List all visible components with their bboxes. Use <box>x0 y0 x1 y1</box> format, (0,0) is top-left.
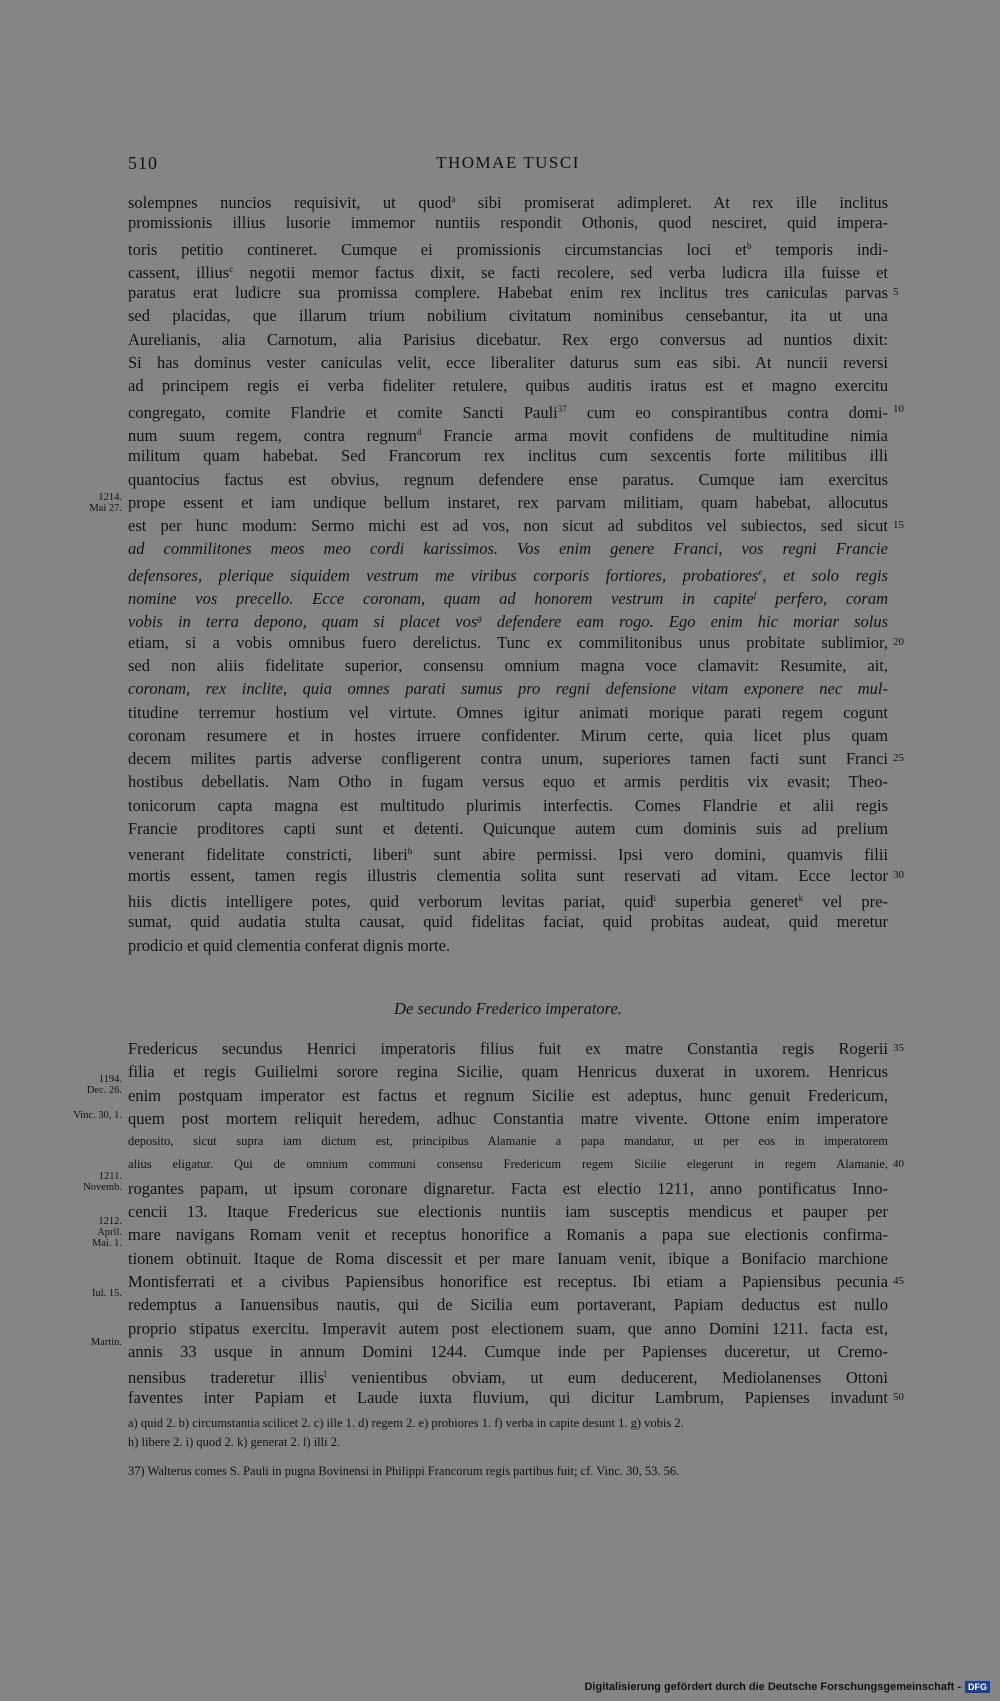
text-line: ad commilitones meos meo cordi karissimos. Vos enim genere Franci, vos regni Francie <box>128 539 888 559</box>
second-section-text <box>128 1037 904 1410</box>
section-heading: De secundo Frederico imperatore. <box>394 999 622 1018</box>
text-line: cassent, illius$^c$ negotii memor factus dixit, se facti recolere, sed verba ludicra illa fuisse et <box>128 262 889 282</box>
line-number: 10 <box>893 402 904 415</box>
text-line: sed non aliis fidelitate superior, consensu omnium magna voce clamavit: Resumite, ait, <box>128 655 888 675</box>
text-line: quantocius factus est obvius, regnum defendere ense paratus. Cumque iam exercitus <box>128 469 888 489</box>
text-line: quem post mortem reliquit heredem, adhuc Constantia matre vivente. Ottone enim imperatore <box>128 1108 888 1128</box>
text-line: mare navigans Romam venit et receptus honorifice a Romanis a papa sue electionis confirma- <box>128 1225 888 1245</box>
text-line: nensibus traderetur illis$^l$ venientibus obviam, ut eum deducerent, Mediolanenses Ottoni <box>128 1368 888 1388</box>
text-line: toris petitio contineret. Cumque ei promissionis circumstancias loci $et^b$ temporis indi- <box>128 239 889 259</box>
text-line: proprio stipatus exercitu. Imperavit autem post electionem suam, que anno Domini 1211. facta est, <box>128 1318 888 1338</box>
text-line: coronam resumere et in hostes irruere confidenter. Mirum certe, quia licet plus quam <box>128 725 888 745</box>
text-line: nomine vos precello. Ecce coronam, quam ad honorem vestrum in capite$^f$ perfero, coram <box>128 589 888 609</box>
text-line: coronam, rex inclite, quia omnes parati sumus pro regni defensione vitam exponere nec mul- <box>128 679 888 699</box>
text-line: prodicio et quid clementia conferat dignis morte. <box>128 935 451 955</box>
line-number: 35 <box>893 1042 904 1054</box>
text-line: redemptus a Ianuensibus nautis, qui de Sicilia eum portaverant, Papiam deductus est nullo <box>128 1295 888 1315</box>
margin-note-date: 1214. Mai 27. <box>89 492 122 514</box>
text-line: paratus erat ludicre sua promissa complere. Habebat enim rex inclitus tres caniculas parvas 5 <box>128 281 888 304</box>
text-line: est per hunc modum: Sermo michi est ad vos, non sicut ad subditos vel subiectos, sed sicut 15 <box>128 514 888 537</box>
digitization-credit <box>584 1681 990 1693</box>
text-line: alius eligatur. Qui de omnium communi consensu Fredericum regem Sicilie elegerunt in regem Alamanie, 40 <box>128 1153 888 1176</box>
text-line: hostibus debellatis. Nam Otho in fugam versus equo et armis perditis vix evasit; Theo- <box>128 772 888 792</box>
line-number: 20 <box>893 635 904 648</box>
line-number: 5 <box>893 286 899 299</box>
text-line: Francie proditores capti sunt et detenti. Quicunque autem cum dominis suis ad prelium <box>128 819 888 839</box>
line-number: 50 <box>893 1391 904 1404</box>
text-line: ad principem regis ei verba fideliter retulere, quibus auditis iratus est et magno exercitu <box>128 376 888 396</box>
text-line: prope essent et iam undique bellum instaret, rex parvam militiam, quam habebat, allocutus <box>128 492 888 512</box>
text-line: tonicorum capta magna est multitudo plurimis interfectis. Comes Flandrie et alii regis <box>128 795 888 815</box>
text-line: venerant fidelitate constricti, liberi$^h$ sunt abire permissi. Ipsi vero domini, quamvis filii <box>128 845 889 865</box>
page-number: 510 <box>128 153 158 173</box>
text-line: vobis in terra depono, quam si placet vos$^g$ defendere eam rogo. Ego enim hic moriar solus <box>128 612 888 632</box>
page-header <box>128 153 888 177</box>
text-line: enim postquam imperator est factus et regnum Sicilie est adeptus, hunc genuit Fredericum, <box>128 1085 888 1105</box>
text-line: promissionis illius lusorie immemor nuntiis respondit Othonis, quod nesciret, quid impera- <box>128 213 888 233</box>
text-line: Fredericus secundus Henrici imperatoris filius fuit ex matre Constantia regis Rogerii 35 <box>128 1037 888 1060</box>
text-line: decem milites partis adverse confligerent contra unum, superiores tamen facti sunt Franci 25 <box>128 747 888 770</box>
text-line: rogantes papam, ut ipsum coronare dignaretur. Facta est electio 1211, anno pontificatus Inno- <box>128 1178 888 1198</box>
text-line: sumat, quid audatia stulta causat, quid fidelitas faciat, quid probitas audeat, quid meretur <box>128 912 888 932</box>
text-line: mortis essent, tamen regis illustris clementia solita sunt reservati ad vitam. Ecce lector 30 <box>128 864 888 887</box>
text-line: deposito, sicut supra iam dictum est, principibus Alamanie a papa mandatur, ut per eos in imperatorem <box>128 1134 888 1149</box>
text-line: filia et regis Guilielmi sorore regina Sicilie, quam Henricus duxerat in uxorem. Henricus <box>128 1062 888 1082</box>
text-line: Montisferrati et a civibus Papiensibus honorifice est receptus. Ibi etiam a Papiensibus pecunia 45 <box>128 1270 888 1293</box>
running-title: THOMAE TUSCI <box>436 153 580 172</box>
text-line: faventes inter Papiam et Laude iuxta fluvium, qui dicitur Lambrum, Papienses invadunt 50 <box>128 1386 888 1409</box>
margin-note-source: Vinc. 30, 1. <box>73 1110 122 1121</box>
text-line: sed placidas, que illarum trium nobilium civitatum nominibus censebantur, ita ut una <box>128 306 888 326</box>
text-line: congregato, comite Flandrie et comite Sancti Pauli$^{37}$ cum eo conspirantibus contra domi- 10 <box>128 398 888 421</box>
line-number: 15 <box>893 519 904 532</box>
text-line: solempnes nuncios requisivit, ut quod$^a$ sibi promiserat adimpleret. At rex ille inclitus <box>128 193 888 212</box>
line-number: 30 <box>893 868 904 881</box>
line-number: 45 <box>893 1274 904 1287</box>
main-text <box>128 188 904 957</box>
text-line: hiis dictis intelligere potes, quid verborum levitas pariat, quid$^i$ superbia generet$^k$ vel pre- <box>128 891 888 911</box>
text-line: defensores, plerique siquidem vestrum me viribus corporis fortiores, probatiores$^e$, et solo regis <box>128 565 888 585</box>
margin-note-date: 1211. Novemb. <box>83 1171 122 1193</box>
text-line: etiam, si a vobis omnibus fuero derelictus. Tunc ex commilitonibus unus probitate sublimior, 20 <box>128 631 888 654</box>
margin-note-date: Iul. 15. <box>91 1288 122 1299</box>
text-line: militum quam habebat. Sed Francorum rex inclitus cum sexcentis forte militibus illi <box>128 446 888 466</box>
text-line: titudine terremur hostium vel virtute. Omnes igitur animati morique parati regem cogunt <box>128 702 888 722</box>
footnotes <box>128 1414 888 1481</box>
line-number: 25 <box>893 752 904 765</box>
margin-note-date: 1212. April. Mai. 1. <box>91 1216 122 1249</box>
line-number: 40 <box>893 1158 904 1171</box>
footnote-variants-1: a) quid 2. b) circumstantia scilicet 2. c) ille 1. d) regem 2. e) probiores 1. f) verba in capite desunt 1. g) vobis 2. <box>128 1416 684 1430</box>
text-line: num suum regem, contra regnum$^d$ Francie arma movit confidens de multitudine nimia <box>128 425 888 445</box>
text-line: Si has dominus vester caniculas velit, ecce liberaliter daturus sum eas sibi. At nuncii reversi <box>128 353 888 373</box>
section-heading-block <box>128 997 888 1020</box>
text-line: Aurelianis, alia Carnotum, alia Parisius dicebatur. Rex ergo conversus ad nuntios dixit: <box>128 329 888 349</box>
margin-note-source: Martin. <box>90 1337 122 1348</box>
footnote-37: 37) Walterus comes S. Pauli in pugna Bovinensi in Philippi Francorum regis partibus fuit; cf. Vinc. 30, 53. 56. <box>128 1464 680 1478</box>
dfg-logo: DFG <box>965 1681 990 1693</box>
footnote-variants-2: h) libere 2. i) quod 2. k) generat 2. l) illi 2. <box>128 1435 341 1449</box>
text-line: tionem obtinuit. Itaque de Roma discessit et per mare Ianuam venit, ibique a Bonifacio marchione <box>128 1248 888 1268</box>
text-line: cencii 13. Itaque Fredericus sue electionis nuntiis iam susceptis mendicus et pauper per <box>128 1202 888 1222</box>
margin-note-date: 1194. Dec. 26. <box>86 1074 122 1096</box>
digitization-text: Digitalisierung gefördert durch die Deutsche Forschungsgemeinschaft - <box>584 1681 961 1693</box>
text-line: annis 33 usque in annum Domini 1244. Cumque inde per Papienses duceretur, ut Cremo- <box>128 1341 888 1361</box>
